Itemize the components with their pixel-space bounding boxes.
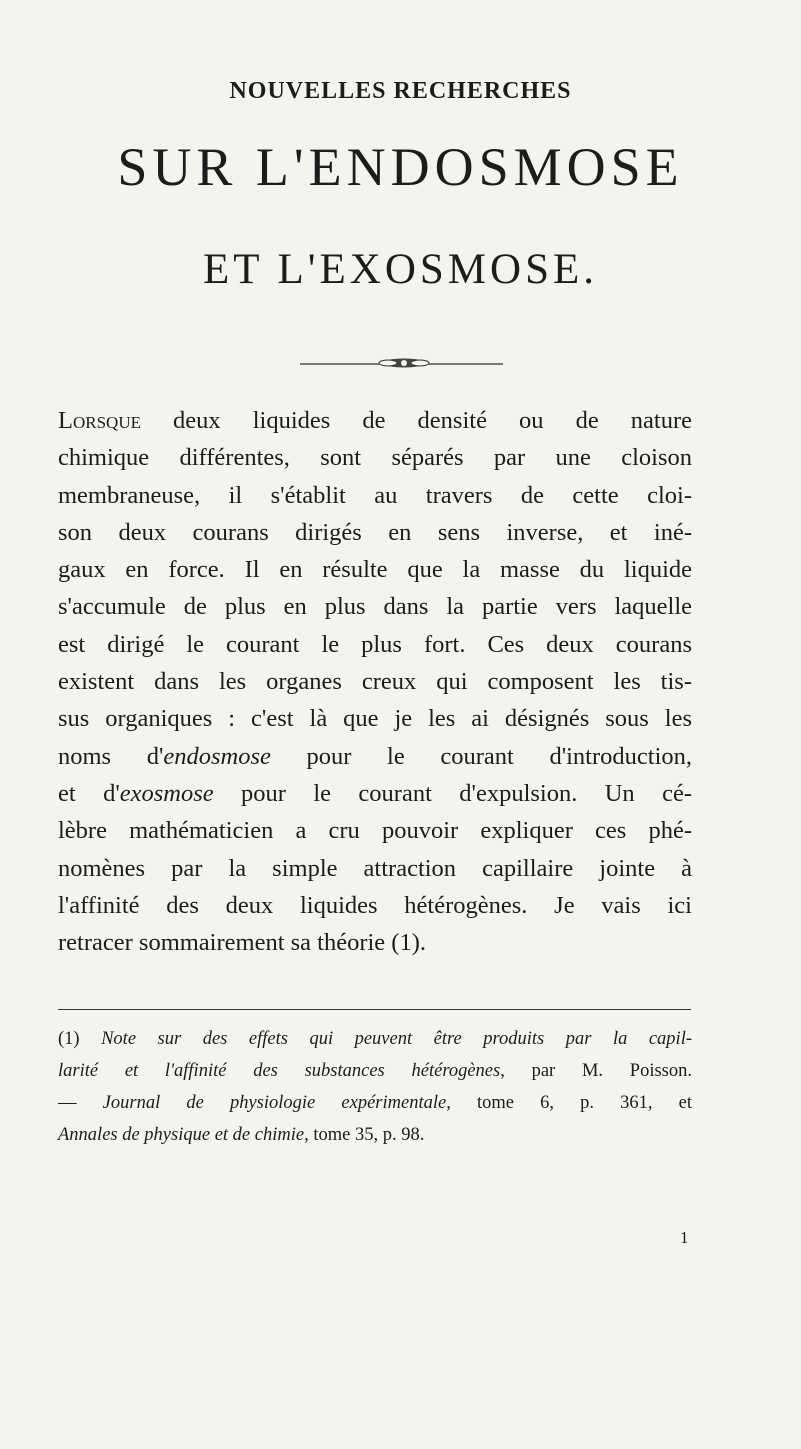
footnote-rule <box>58 1009 691 1010</box>
text-line: est dirigé le courant le plus fort. Ces deux courans <box>58 630 692 658</box>
body-paragraph <box>58 402 692 961</box>
text-line: son deux courans dirigés en sens inverse, et iné- <box>58 518 692 546</box>
main-title: SUR L'ENDOSMOSE <box>117 137 684 197</box>
text-line: chimique différentes, sont séparés par une cloison <box>58 444 692 472</box>
text-line: et d'exosmose pour le courant d'expulsion. Un cé- <box>58 779 692 807</box>
kicker-heading: NOUVELLES RECHERCHES <box>229 78 572 104</box>
text-line: membraneuse, il s'établit au travers de cette cloi- <box>58 481 692 509</box>
footnote-marker: (1) <box>58 1029 102 1049</box>
text-line: nomènes par la simple attraction capillaire jointe à <box>58 854 692 882</box>
footnote-line: Annales de physique et de chimie, tome 35, p. 98. <box>58 1125 425 1145</box>
text-line: retracer sommairement sa théorie (1). <box>58 929 427 957</box>
lead-word: Lorsque <box>58 407 141 434</box>
footnote-line: — Journal de physiologie expérimentale, tome 6, p. 361, et <box>58 1093 693 1113</box>
text-line: sus organiques : c'est là que je les ai désignés sous les <box>58 705 692 733</box>
text-line: noms d'endosmose pour le courant d'introduction, <box>58 742 692 770</box>
footnote-line: larité et l'affinité des substances hétérogènes, par M. Poisson. <box>58 1061 692 1081</box>
subtitle: ET L'EXOSMOSE. <box>202 246 599 293</box>
footnote-line: (1) Note sur des effets qui peuvent être produits par la capil- <box>58 1029 692 1049</box>
text-line: gaux en force. Il en résulte que la masse du liquide <box>58 556 692 584</box>
term-exosmose: exosmose <box>119 779 214 807</box>
ornament-divider <box>300 355 503 371</box>
text-line: lèbre mathématicien a cru pouvoir expliquer ces phé- <box>58 817 692 845</box>
text-line: l'affinité des deux liquides hétérogènes. Je vais ici <box>58 891 692 919</box>
footnote <box>58 1023 692 1151</box>
signature-mark: 1 <box>680 1228 689 1247</box>
text-line: existent dans les organes creux qui composent les tis- <box>58 668 692 696</box>
text-line: s'accumule de plus en plus dans la partie vers laquelle <box>58 593 692 621</box>
term-endosmose: endosmose <box>163 742 271 770</box>
text-line: Lorsque deux liquides de densité ou de nature <box>58 407 692 434</box>
